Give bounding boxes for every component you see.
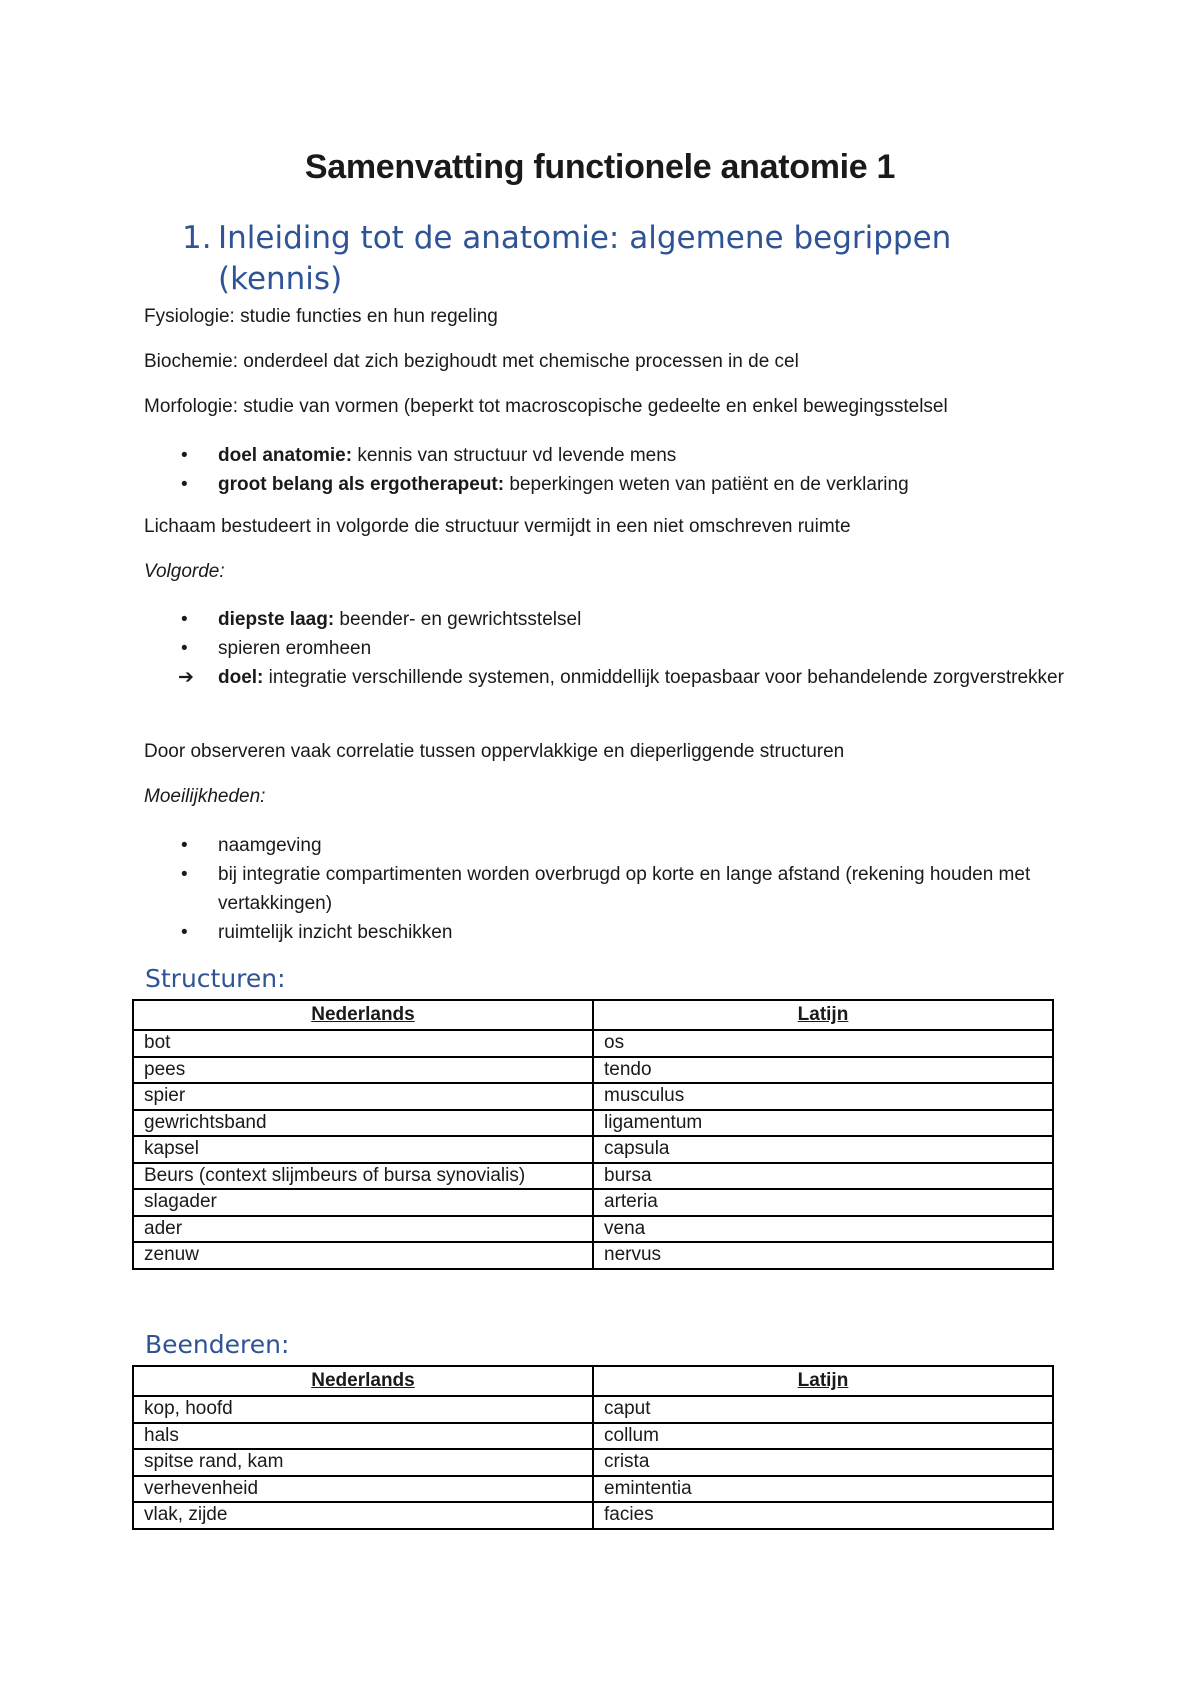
cell-nederlands: spitse rand, kam: [133, 1449, 593, 1476]
section-number: 1.: [182, 220, 212, 256]
cell-latijn: musculus: [593, 1083, 1053, 1110]
document-title: Samenvatting functionele anatomie 1: [304, 148, 896, 186]
cell-latijn: arteria: [593, 1189, 1053, 1216]
list-item-bold: diepste laag:: [218, 609, 335, 630]
list-item-text: beperkingen weten van patiënt en de verklaring: [504, 474, 909, 495]
paragraph-biochemie: Biochemie: onderdeel dat zich bezighoudt met chemische processen in de cel: [144, 351, 799, 372]
paragraph-door: Door observeren vaak correlatie tussen oppervlakkige en dieperliggende structuren: [144, 741, 845, 762]
column-header-latijn: Latijn: [593, 1366, 1053, 1396]
heading-structuren: Structuren:: [145, 964, 286, 993]
list-item-text: ruimtelijk inzicht beschikken: [218, 922, 453, 943]
table-row: [133, 1216, 1053, 1243]
cell-latijn: bursa: [593, 1163, 1053, 1190]
table-structuren: [132, 999, 1054, 1270]
table-header-row: [133, 1366, 1053, 1396]
list-item-bold: groot belang als ergotherapeut:: [218, 474, 505, 495]
table-row: [133, 1242, 1053, 1269]
cell-nederlands: bot: [133, 1030, 593, 1057]
cell-nederlands: hals: [133, 1423, 593, 1450]
bullet-icon: •: [181, 609, 188, 630]
cell-latijn: emintentia: [593, 1476, 1053, 1503]
bullet-list-moeilijkheden: [144, 831, 1064, 947]
table-row: [133, 1449, 1053, 1476]
bullet-icon: •: [181, 445, 188, 466]
cell-latijn: capsula: [593, 1136, 1053, 1163]
cell-nederlands: pees: [133, 1057, 593, 1084]
cell-latijn: caput: [593, 1396, 1053, 1423]
table-row: [133, 1396, 1053, 1423]
cell-latijn: facies: [593, 1502, 1053, 1529]
bullet-icon: •: [181, 835, 188, 856]
column-header-nederlands: Nederlands: [133, 1000, 593, 1030]
cell-latijn: collum: [593, 1423, 1053, 1450]
table-row: [133, 1083, 1053, 1110]
list-item-text: kennis van structuur vd levende mens: [352, 445, 677, 466]
cell-nederlands: verhevenheid: [133, 1476, 593, 1503]
bullet-list-volgorde: [144, 605, 1064, 692]
list-item-text: naamgeving: [218, 835, 322, 856]
cell-nederlands: zenuw: [133, 1242, 593, 1269]
section-heading-text: Inleiding tot de anatomie: algemene begrippen (kennis): [218, 220, 952, 297]
list-item: [144, 470, 1064, 499]
list-item: [144, 918, 1064, 947]
column-header-latijn: Latijn: [593, 1000, 1053, 1030]
cell-latijn: tendo: [593, 1057, 1053, 1084]
paragraph-morfologie: Morfologie: studie van vormen (beperkt tot macroscopische gedeelte en enkel bewegingsstelsel: [144, 396, 948, 417]
paragraph-fysiologie: Fysiologie: studie functies en hun regeling: [144, 306, 498, 327]
table-row: [133, 1163, 1053, 1190]
table-row: [133, 1110, 1053, 1137]
list-item-text: bij integratie compartimenten worden overbrugd op korte en lange afstand (rekening houden met vertakkingen): [218, 864, 1031, 914]
table-row: [133, 1030, 1053, 1057]
cell-latijn: nervus: [593, 1242, 1053, 1269]
list-item-bold: doel anatomie:: [218, 445, 353, 466]
cell-nederlands: Beurs (context slijmbeurs of bursa synovialis): [133, 1163, 593, 1190]
paragraph-lichaam: Lichaam bestudeert in volgorde die structuur vermijdt in een niet omschreven ruimte: [144, 516, 851, 537]
cell-nederlands: vlak, zijde: [133, 1502, 593, 1529]
list-item-bold: doel:: [218, 667, 264, 688]
table-row: [133, 1423, 1053, 1450]
list-item-text: beender- en gewrichtsstelsel: [334, 609, 582, 630]
bullet-icon: •: [181, 638, 188, 659]
table-row: [133, 1136, 1053, 1163]
bullet-list-anatomie: [144, 441, 1064, 499]
label-volgorde: Volgorde:: [144, 561, 225, 582]
bullet-icon: •: [181, 864, 188, 885]
cell-nederlands: slagader: [133, 1189, 593, 1216]
table-beenderen: [132, 1365, 1054, 1530]
label-moeilijkheden: Moeilijkheden:: [144, 786, 266, 807]
cell-latijn: crista: [593, 1449, 1053, 1476]
bullet-icon: •: [181, 474, 188, 495]
table-row: [133, 1189, 1053, 1216]
arrow-right-icon: ➔: [178, 667, 194, 688]
list-item: [144, 441, 1064, 470]
table-row: [133, 1502, 1053, 1529]
table-row: [133, 1057, 1053, 1084]
cell-nederlands: kapsel: [133, 1136, 593, 1163]
list-item-text: integratie verschillende systemen, onmiddellijk toepasbaar voor behandelende zorgverstrekker: [263, 667, 1064, 688]
list-item-arrow: [144, 663, 1064, 692]
table-row: [133, 1476, 1053, 1503]
table-header-row: [133, 1000, 1053, 1030]
cell-nederlands: ader: [133, 1216, 593, 1243]
list-item: [144, 860, 1064, 918]
list-item: [144, 831, 1064, 860]
column-header-nederlands: Nederlands: [133, 1366, 593, 1396]
cell-nederlands: kop, hoofd: [133, 1396, 593, 1423]
section-heading-1: [182, 218, 1062, 300]
heading-beenderen: Beenderen:: [145, 1330, 290, 1359]
cell-latijn: ligamentum: [593, 1110, 1053, 1137]
list-item-text: spieren eromheen: [218, 638, 372, 659]
bullet-icon: •: [181, 922, 188, 943]
cell-nederlands: gewrichtsband: [133, 1110, 593, 1137]
list-item: [144, 634, 1064, 663]
cell-latijn: os: [593, 1030, 1053, 1057]
cell-latijn: vena: [593, 1216, 1053, 1243]
list-item: [144, 605, 1064, 634]
cell-nederlands: spier: [133, 1083, 593, 1110]
